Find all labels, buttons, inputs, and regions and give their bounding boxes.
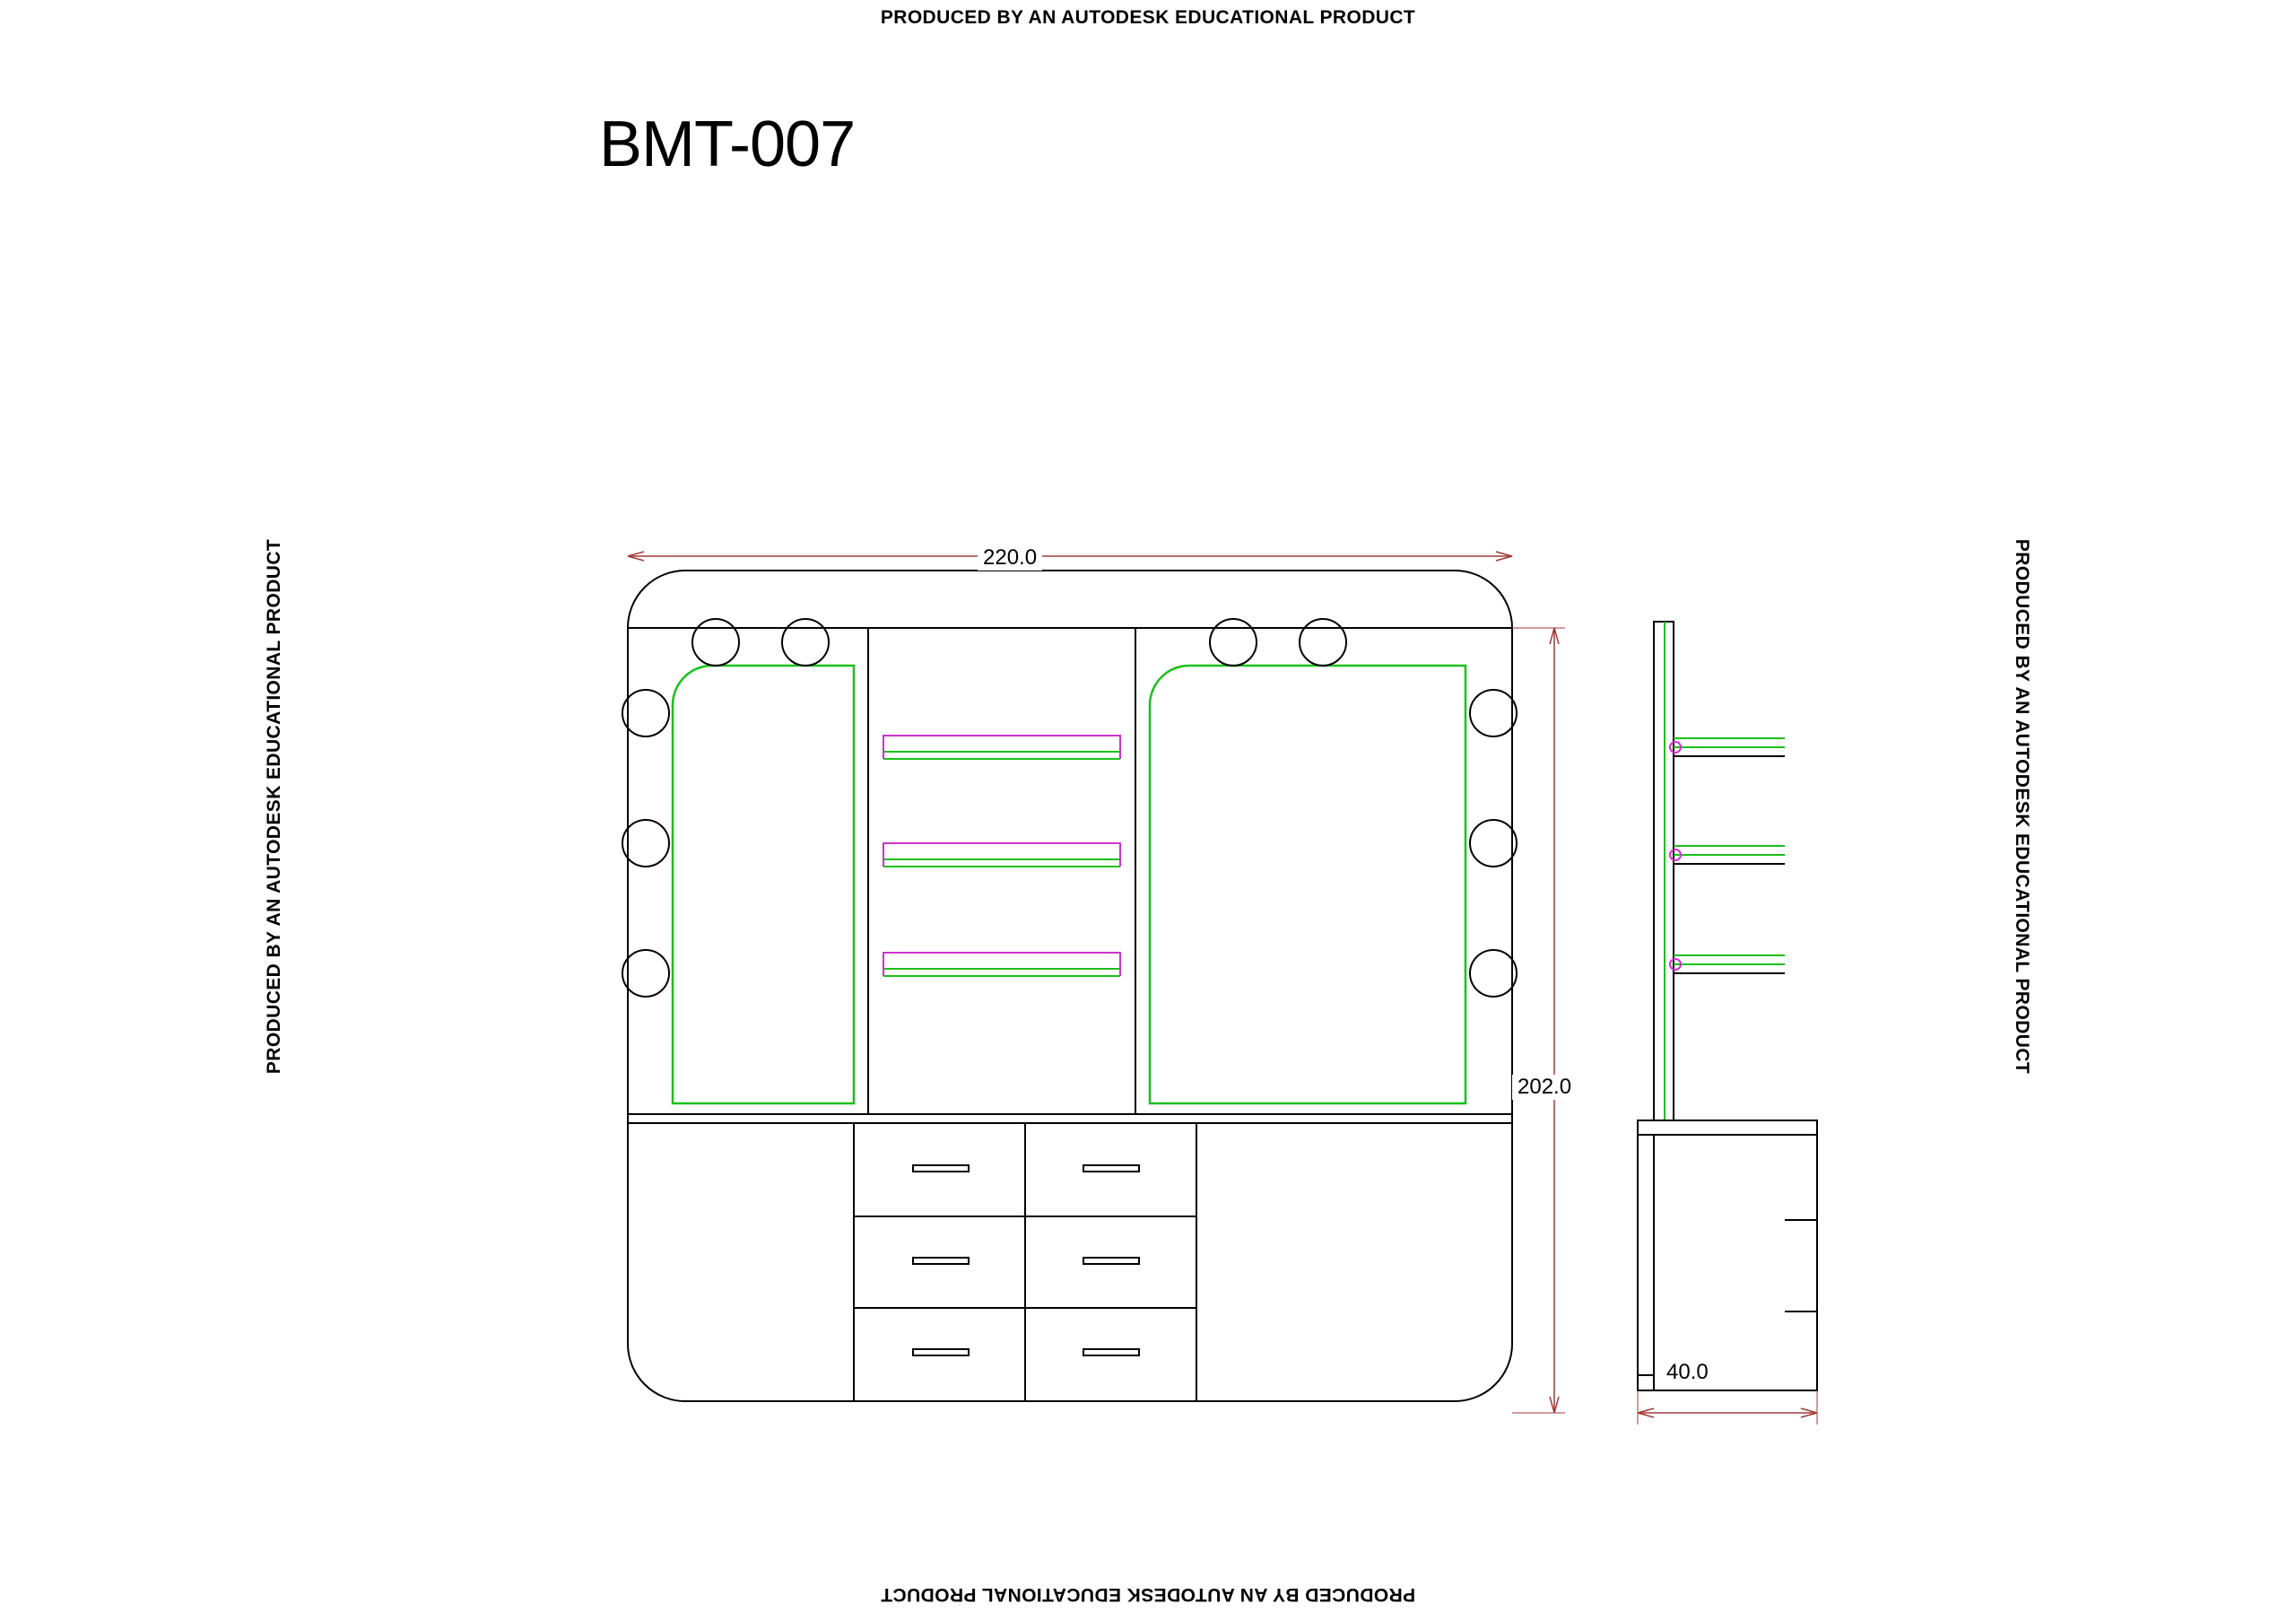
dimension-label-height: 202.0 (1512, 1075, 1577, 1100)
watermark-bottom: PRODUCED BY AN AUTODESK EDUCATIONAL PRODUCT (880, 1584, 1416, 1605)
side-shelf-upper (1670, 738, 1785, 756)
light-bulb (1470, 820, 1517, 867)
cabinet-outline (628, 571, 1512, 1401)
side-counter (1638, 1120, 1817, 1135)
front-elevation-view (622, 571, 1517, 1401)
light-bulb (622, 820, 669, 867)
mirror-panel-left (673, 666, 854, 1103)
watermark-top: PRODUCED BY AN AUTODESK EDUCATIONAL PRODUCT (880, 7, 1416, 28)
watermark-right: PRODUCED BY AN AUTODESK EDUCATIONAL PRODUCT (2011, 538, 2032, 1074)
shelf-upper (883, 736, 1120, 759)
watermark-left: PRODUCED BY AN AUTODESK EDUCATIONAL PRODUCT (264, 538, 285, 1074)
dimension-label-depth: 40.0 (1661, 1360, 1714, 1385)
light-bulb (1300, 619, 1346, 666)
light-bulb (1470, 950, 1517, 997)
side-shelf-lower (1670, 955, 1785, 973)
light-bulb (622, 950, 669, 997)
light-bulb (692, 619, 739, 666)
drawer-block (854, 1123, 1196, 1401)
drawer-handle[interactable] (1083, 1165, 1139, 1172)
drawer-handle[interactable] (1083, 1258, 1139, 1264)
light-bulb (622, 690, 669, 736)
dimension-label-width: 220.0 (978, 545, 1042, 571)
drawer-handle[interactable] (913, 1349, 969, 1355)
light-bulb (1470, 690, 1517, 736)
drawer-handle[interactable] (913, 1165, 969, 1172)
side-elevation-view (1638, 622, 1817, 1390)
side-shelf-middle (1670, 846, 1785, 864)
drawing-title: BMT-007 (599, 109, 856, 180)
light-bulb (1210, 619, 1257, 666)
dimension-annotations (628, 552, 1817, 1425)
drawer-handle[interactable] (1083, 1349, 1139, 1355)
drawer-handle[interactable] (913, 1258, 969, 1264)
side-base-cabinet (1638, 1135, 1817, 1390)
shelf-lower (883, 953, 1120, 976)
mirror-panel-right (1150, 666, 1465, 1103)
shelf-middle (883, 843, 1120, 867)
light-bulb (782, 619, 829, 666)
